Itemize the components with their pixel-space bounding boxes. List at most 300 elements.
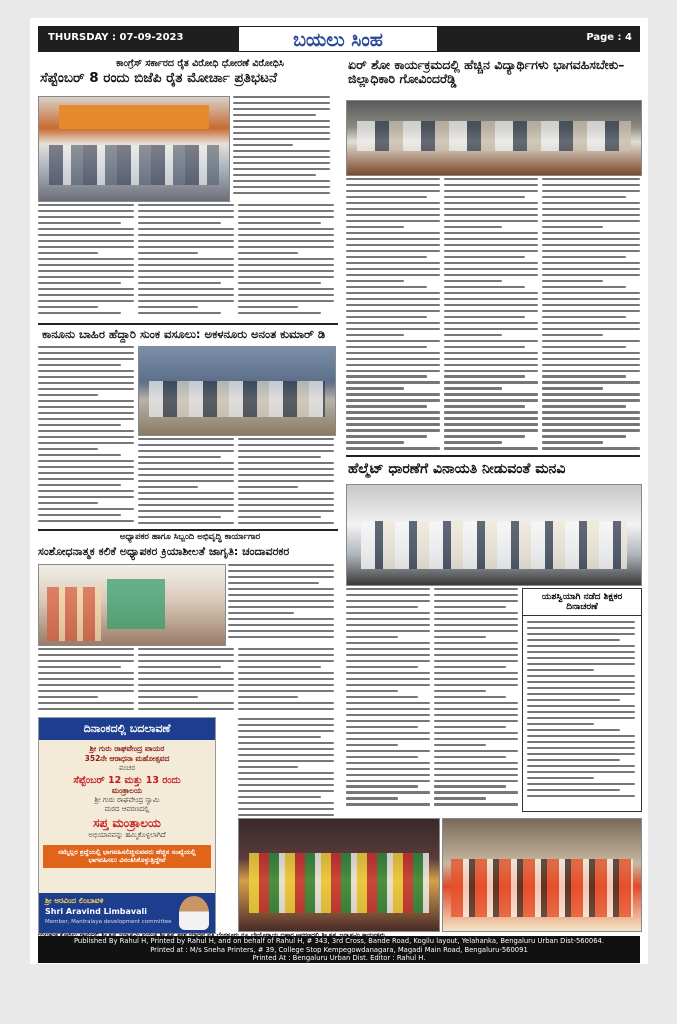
text-line bbox=[434, 594, 518, 596]
text-line bbox=[542, 214, 640, 216]
text-line bbox=[444, 244, 538, 246]
text-line bbox=[238, 438, 334, 440]
text-line bbox=[434, 791, 518, 793]
text-line bbox=[346, 612, 430, 614]
text-line bbox=[138, 456, 221, 458]
text-line bbox=[527, 765, 635, 767]
text-line bbox=[542, 352, 640, 354]
text-line bbox=[138, 708, 234, 710]
text-line bbox=[434, 744, 486, 746]
text-line bbox=[434, 678, 518, 680]
text-line bbox=[138, 504, 234, 506]
text-line bbox=[542, 298, 640, 300]
text-line bbox=[238, 708, 334, 710]
text-line bbox=[434, 618, 518, 620]
text-line bbox=[346, 316, 427, 318]
text-line bbox=[138, 480, 234, 482]
text-line bbox=[542, 399, 640, 401]
text-line bbox=[527, 717, 635, 719]
text-line bbox=[38, 406, 134, 408]
text-line bbox=[542, 310, 640, 312]
text-line bbox=[238, 264, 334, 266]
teachers-day-box bbox=[522, 588, 642, 812]
text-line bbox=[346, 346, 427, 348]
text-line bbox=[238, 456, 321, 458]
people-shape bbox=[361, 521, 627, 569]
text-line bbox=[138, 222, 221, 224]
text-line bbox=[346, 738, 430, 740]
text-line bbox=[346, 208, 440, 210]
text-line bbox=[238, 504, 334, 506]
text-line bbox=[38, 346, 134, 348]
text-line bbox=[38, 352, 134, 354]
text-line bbox=[38, 270, 134, 272]
text-line bbox=[138, 276, 234, 278]
ad-name-en: Shri Aravind Limbavali bbox=[45, 907, 148, 916]
text-line bbox=[238, 294, 334, 296]
text-line bbox=[38, 478, 134, 480]
text-line bbox=[38, 382, 134, 384]
text-line bbox=[527, 633, 635, 635]
text-line bbox=[527, 771, 635, 773]
text-line bbox=[444, 364, 538, 366]
text-line bbox=[346, 618, 430, 620]
text-line bbox=[434, 690, 486, 692]
text-line bbox=[238, 288, 334, 290]
text-line bbox=[346, 370, 440, 372]
text-line bbox=[434, 642, 518, 644]
text-line bbox=[238, 228, 334, 230]
text-line bbox=[542, 292, 640, 294]
text-line bbox=[542, 417, 640, 419]
text-line bbox=[542, 346, 626, 348]
text-line bbox=[434, 654, 518, 656]
text-line bbox=[346, 184, 440, 186]
text-line bbox=[138, 492, 234, 494]
ad-line4: ಮಂತ್ರಾಲಯ bbox=[111, 786, 143, 795]
text-line bbox=[138, 282, 221, 284]
text-line bbox=[38, 672, 134, 674]
text-line bbox=[346, 714, 430, 716]
text-line bbox=[434, 672, 518, 674]
text-line bbox=[238, 802, 334, 804]
story5-col-d bbox=[238, 648, 334, 714]
text-line bbox=[346, 791, 430, 793]
text-line bbox=[233, 96, 330, 98]
text-line bbox=[346, 441, 404, 443]
text-line bbox=[444, 441, 502, 443]
text-line bbox=[346, 364, 440, 366]
text-line bbox=[38, 702, 134, 704]
text-line bbox=[238, 666, 321, 668]
text-line bbox=[38, 216, 134, 218]
text-line bbox=[238, 468, 334, 470]
text-line bbox=[138, 438, 234, 440]
text-line bbox=[38, 660, 134, 662]
text-line bbox=[38, 648, 134, 650]
text-line bbox=[238, 462, 334, 464]
story1-col-a bbox=[233, 96, 330, 200]
text-line bbox=[238, 486, 298, 488]
text-line bbox=[527, 753, 635, 755]
text-line bbox=[444, 399, 538, 401]
text-line bbox=[38, 412, 134, 414]
text-line bbox=[238, 736, 321, 738]
text-line bbox=[346, 594, 430, 596]
text-line bbox=[346, 244, 440, 246]
poster-shape bbox=[107, 579, 165, 629]
text-line bbox=[38, 472, 134, 474]
text-line bbox=[542, 274, 640, 276]
ad-line2: 352ನೇ ಆರಾಧನಾ ಮಹೋತ್ಸವದ bbox=[84, 754, 170, 763]
ad-big-text: ಸಪ್ತ ಮಂತ್ರಾಲಯ bbox=[93, 816, 161, 830]
text-line bbox=[542, 393, 640, 395]
story5-photo bbox=[38, 564, 226, 646]
newspaper-title: ಬಯಲು ಸಿಂಹ bbox=[238, 26, 438, 52]
text-line bbox=[346, 588, 430, 590]
text-line bbox=[238, 300, 334, 302]
children-photo bbox=[442, 818, 642, 932]
text-line bbox=[346, 381, 440, 383]
text-line bbox=[346, 768, 430, 770]
text-line bbox=[444, 226, 502, 228]
text-line bbox=[38, 264, 134, 266]
text-line bbox=[542, 244, 640, 246]
text-line bbox=[346, 750, 430, 752]
text-line bbox=[542, 447, 640, 449]
text-line bbox=[346, 262, 440, 264]
story2-col-b bbox=[444, 178, 538, 454]
text-line bbox=[527, 777, 594, 779]
ad-invite: ನಮ್ಮೆಲ್ಲರ ಶ್ರದ್ಧೆಯಲ್ಲಿ ಭಾಗವಹಿಸಲಿಚ್ಚಿಸುವವರು ಹೆಚ್ಚಿನ ಸಂಖ್ಯೆಯಲ್ಲಿ ಭಾಗವಹಿಸಲು ವಿನಂತಿಸಿಕೊಳ್ಳುತ್ತಿದ್ದೇವೆ bbox=[43, 845, 211, 868]
text-line bbox=[444, 352, 538, 354]
text-line bbox=[527, 627, 635, 629]
text-line bbox=[238, 672, 334, 674]
text-line bbox=[346, 600, 430, 602]
text-line bbox=[38, 708, 134, 710]
text-line bbox=[38, 394, 98, 396]
text-line bbox=[346, 214, 440, 216]
text-line bbox=[38, 370, 134, 372]
text-line bbox=[542, 370, 640, 372]
text-line bbox=[346, 423, 440, 425]
text-line bbox=[238, 784, 334, 786]
text-line bbox=[346, 624, 430, 626]
text-line bbox=[434, 738, 518, 740]
text-line bbox=[238, 522, 334, 524]
text-line bbox=[542, 441, 603, 443]
text-line bbox=[542, 268, 640, 270]
text-line bbox=[542, 190, 640, 192]
text-line bbox=[38, 252, 98, 254]
text-line bbox=[527, 693, 635, 695]
text-line bbox=[527, 663, 635, 665]
text-line bbox=[38, 388, 134, 390]
text-line bbox=[434, 702, 518, 704]
text-line bbox=[542, 226, 603, 228]
story5-col-c bbox=[138, 648, 234, 714]
text-line bbox=[228, 600, 334, 602]
text-line bbox=[228, 612, 294, 614]
text-line bbox=[346, 642, 430, 644]
text-line bbox=[346, 672, 430, 674]
text-line bbox=[542, 316, 626, 318]
text-line bbox=[138, 444, 234, 446]
text-line bbox=[542, 202, 640, 204]
person-portrait-icon bbox=[179, 896, 209, 930]
text-line bbox=[542, 387, 603, 389]
text-line bbox=[346, 803, 430, 805]
text-line bbox=[228, 624, 334, 626]
text-line bbox=[434, 696, 506, 698]
text-line bbox=[542, 196, 626, 198]
text-line bbox=[228, 576, 334, 578]
text-line bbox=[38, 276, 134, 278]
text-line bbox=[434, 785, 506, 787]
text-line bbox=[346, 190, 440, 192]
text-line bbox=[238, 748, 334, 750]
text-line bbox=[346, 202, 440, 204]
text-line bbox=[238, 718, 334, 720]
text-line bbox=[346, 732, 430, 734]
text-line bbox=[38, 306, 98, 308]
text-line bbox=[444, 429, 538, 431]
story5-headline: ಸಂಶೋಧನಾತ್ಮಕ ಕಲಿಕೆ ಅಧ್ಯಾಪಕರ ಕ್ರಿಯಾಶೀಲತೆ ಜಾಗೃತಿ: ಚಂದಾವರಕರ bbox=[38, 545, 290, 558]
text-line bbox=[238, 210, 334, 212]
text-line bbox=[434, 726, 506, 728]
text-line bbox=[444, 447, 538, 449]
text-line bbox=[346, 720, 430, 722]
text-line bbox=[38, 258, 134, 260]
text-line bbox=[527, 789, 620, 791]
story3-col-b bbox=[138, 438, 234, 528]
text-line bbox=[444, 208, 538, 210]
text-line bbox=[138, 690, 234, 692]
text-line bbox=[444, 274, 538, 276]
text-line bbox=[444, 328, 538, 330]
text-line bbox=[434, 797, 486, 799]
text-line bbox=[527, 723, 594, 725]
text-line bbox=[228, 606, 334, 608]
text-line bbox=[527, 645, 635, 647]
imprint-line1: Published By Rahul H, Printed by Rahul H, and on behalf of Rahul H, # 343, 3rd Cross, Bande Road, Kogilu layout, Yelahanka, Bengaluru Urban Dist-560064. bbox=[73, 937, 605, 945]
ad-name-kn: ಶ್ರೀ ಅರವಿಂದ ಲಿಂಬಾವಳಿ bbox=[45, 896, 104, 905]
text-line bbox=[542, 375, 626, 377]
text-line bbox=[444, 316, 525, 318]
text-line bbox=[434, 780, 518, 782]
text-line bbox=[238, 252, 298, 254]
text-line bbox=[346, 435, 427, 437]
ad-footer-band bbox=[39, 893, 215, 933]
story3-photo bbox=[138, 346, 336, 436]
text-line bbox=[444, 375, 525, 377]
text-line bbox=[233, 138, 330, 140]
children-shape bbox=[451, 859, 633, 917]
text-line bbox=[527, 759, 620, 761]
imprint-line3: Printed At : Bengaluru Urban Dist. Editor : Rahul H. bbox=[252, 954, 426, 962]
text-line bbox=[138, 258, 234, 260]
text-line bbox=[434, 762, 518, 764]
text-line bbox=[38, 300, 134, 302]
text-line bbox=[444, 280, 502, 282]
text-line bbox=[542, 381, 640, 383]
story1-kicker: ಕಾಂಗ್ರೆಸ್ ಸರ್ಕಾರದ ರೈತ ವಿರೋಧಿ ಧೋರಣೆ ವಿರೋಧಿಸಿ bbox=[116, 58, 284, 69]
text-line bbox=[346, 417, 440, 419]
text-line bbox=[228, 618, 334, 620]
divider bbox=[346, 455, 640, 457]
text-line bbox=[238, 690, 334, 692]
text-line bbox=[346, 358, 440, 360]
text-line bbox=[346, 304, 440, 306]
text-line bbox=[38, 430, 134, 432]
text-line bbox=[542, 262, 640, 264]
text-line bbox=[238, 234, 334, 236]
text-line bbox=[138, 240, 234, 242]
text-line bbox=[527, 669, 594, 671]
text-line bbox=[542, 334, 603, 336]
text-line bbox=[444, 346, 525, 348]
text-line bbox=[233, 150, 330, 152]
text-line bbox=[542, 286, 626, 288]
people-shape bbox=[357, 121, 631, 151]
text-line bbox=[38, 696, 98, 698]
text-line bbox=[238, 742, 334, 744]
text-line bbox=[434, 708, 518, 710]
text-line bbox=[233, 108, 330, 110]
text-line bbox=[228, 570, 334, 572]
text-line bbox=[346, 429, 440, 431]
text-line bbox=[138, 312, 221, 314]
text-line bbox=[38, 294, 134, 296]
text-line bbox=[434, 660, 518, 662]
text-line bbox=[346, 606, 418, 608]
text-line bbox=[346, 232, 440, 234]
text-line bbox=[38, 246, 134, 248]
text-line bbox=[38, 228, 134, 230]
text-line bbox=[138, 498, 234, 500]
text-line bbox=[238, 240, 334, 242]
text-line bbox=[38, 240, 134, 242]
imprint-footer bbox=[38, 936, 640, 963]
text-line bbox=[138, 204, 234, 206]
text-line bbox=[444, 417, 538, 419]
text-line bbox=[138, 666, 221, 668]
text-line bbox=[38, 466, 134, 468]
text-line bbox=[527, 783, 635, 785]
text-line bbox=[346, 785, 418, 787]
text-line bbox=[238, 790, 334, 792]
text-line bbox=[38, 222, 121, 224]
text-line bbox=[444, 358, 538, 360]
text-line bbox=[238, 702, 334, 704]
text-line bbox=[233, 114, 316, 116]
text-line bbox=[238, 760, 334, 762]
text-line bbox=[434, 720, 518, 722]
text-line bbox=[444, 214, 538, 216]
text-line bbox=[444, 340, 538, 342]
text-line bbox=[138, 522, 234, 524]
text-line bbox=[38, 484, 121, 486]
text-line bbox=[138, 246, 234, 248]
box-body bbox=[527, 621, 635, 805]
dancers-shape bbox=[249, 853, 429, 913]
text-line bbox=[238, 450, 334, 452]
text-line bbox=[38, 666, 121, 668]
text-line bbox=[346, 375, 427, 377]
text-line bbox=[138, 210, 234, 212]
text-line bbox=[527, 711, 635, 713]
story5-col-a bbox=[228, 564, 334, 644]
box-title: ಯಶಸ್ವಿಯಾಗಿ ನಡೆದ ಶಿಕ್ಷಕರ ದಿನಾಚರಣೆ bbox=[523, 589, 641, 616]
text-line bbox=[138, 270, 234, 272]
text-line bbox=[238, 654, 334, 656]
text-line bbox=[444, 268, 538, 270]
text-line bbox=[38, 490, 134, 492]
text-line bbox=[542, 423, 640, 425]
text-line bbox=[228, 636, 334, 638]
story1-headline: ಸೆಪ್ಟೆಂಬರ್ 8 ರಂದು ಬಿಜೆಪಿ ರೈತ ಮೋರ್ಚಾ ಪ್ರತಿಭಟನೆ bbox=[40, 70, 277, 86]
text-line bbox=[238, 282, 321, 284]
story3-headline: ಕಾನೂನು ಬಾಹಿರ ಹೆದ್ದಾರಿ ಸುಂಕ ವಸೂಲು: ಅಕಳನೂರು ಅನಂತ ಕುಮಾರ್ ಡಿ bbox=[42, 327, 326, 341]
text-line bbox=[434, 630, 518, 632]
text-line bbox=[346, 274, 440, 276]
people-shape bbox=[47, 587, 101, 641]
text-line bbox=[527, 651, 635, 653]
text-line bbox=[346, 636, 398, 638]
text-line bbox=[38, 288, 134, 290]
text-line bbox=[233, 102, 330, 104]
text-line bbox=[527, 729, 620, 731]
text-line bbox=[346, 250, 440, 252]
text-line bbox=[346, 226, 404, 228]
text-line bbox=[238, 258, 334, 260]
text-line bbox=[138, 684, 234, 686]
text-line bbox=[346, 660, 430, 662]
text-line bbox=[38, 690, 134, 692]
text-line bbox=[542, 256, 626, 258]
text-line bbox=[38, 424, 121, 426]
text-line bbox=[434, 756, 506, 758]
text-line bbox=[238, 480, 334, 482]
people-shape bbox=[149, 381, 325, 417]
text-line bbox=[542, 358, 640, 360]
text-line bbox=[346, 322, 440, 324]
text-line bbox=[238, 510, 334, 512]
text-line bbox=[542, 220, 640, 222]
text-line bbox=[527, 705, 635, 707]
text-line bbox=[444, 423, 538, 425]
text-line bbox=[138, 678, 234, 680]
text-line bbox=[527, 699, 620, 701]
advertisement bbox=[38, 717, 216, 934]
issue-date: THURSDAY : 07-09-2023 bbox=[48, 32, 184, 43]
text-line bbox=[238, 246, 334, 248]
people-shape bbox=[49, 145, 219, 185]
text-line bbox=[434, 684, 518, 686]
text-line bbox=[233, 174, 316, 176]
text-line bbox=[238, 696, 298, 698]
text-line bbox=[444, 393, 538, 395]
text-line bbox=[138, 234, 234, 236]
story1-photo bbox=[38, 96, 230, 202]
story2-photo bbox=[346, 100, 642, 176]
text-line bbox=[238, 778, 334, 780]
text-line bbox=[434, 714, 518, 716]
text-line bbox=[228, 564, 334, 566]
text-line bbox=[346, 797, 398, 799]
text-line bbox=[228, 582, 319, 584]
text-line bbox=[38, 234, 134, 236]
